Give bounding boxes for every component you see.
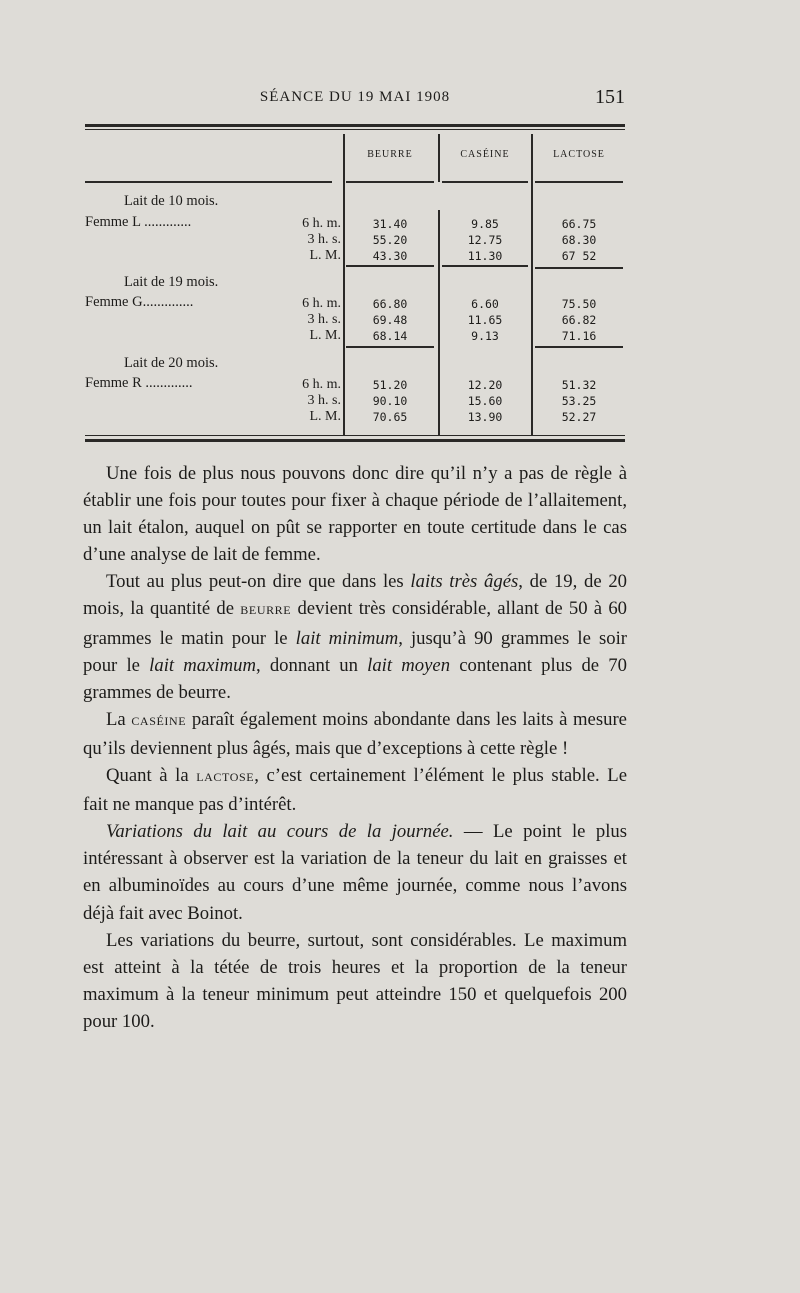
- running-head: [85, 86, 625, 116]
- row-time: 6 h. m.: [302, 377, 341, 392]
- stub-header-rule: [85, 181, 332, 183]
- column-header-lactose: LACTOSE: [553, 149, 605, 160]
- subject-label: Femme G..............: [85, 294, 194, 310]
- column-header-beurre: BEURRE: [367, 149, 413, 160]
- value-cell: 43.30: [372, 249, 408, 263]
- value-cell: 51.32: [561, 378, 597, 392]
- value-cell: 12.75: [467, 233, 503, 247]
- group-title: Lait de 10 mois.: [124, 193, 219, 209]
- value-cell: 15.60: [467, 394, 503, 408]
- paragraph: Variations du lait au cours de la journée. — Le point le plus intéressant à observer est la variation de la teneur du lait en graisses et en albuminoïdes au cours d’une même journée, comme nous l’avons déjà fait avec Boinot.: [83, 821, 627, 924]
- group-rule: [346, 346, 434, 348]
- value-cell: 75.50: [561, 297, 597, 311]
- value-cell: 68.14: [372, 329, 408, 343]
- value-cell: 71.16: [561, 329, 597, 343]
- group-rule: [346, 265, 434, 267]
- subject-label: Femme L .............: [85, 214, 192, 230]
- row-time: L. M.: [309, 409, 341, 424]
- paragraph: La CASÉINE paraît également moins abondante dans les laits à mesure qu’ils deviennent plus âgés, mais que d’exceptions à cette règle !: [83, 708, 627, 759]
- running-title: SÉANCE DU 19 MAI 1908: [259, 89, 451, 105]
- value-cell: 51.20: [372, 378, 408, 392]
- value-cell: 90.10: [372, 394, 408, 408]
- column-header-rule: [346, 181, 434, 183]
- group-title: Lait de 20 mois.: [124, 355, 219, 371]
- table-top-rule: [85, 124, 625, 127]
- body-text: [83, 460, 627, 1035]
- value-cell: 68.30: [561, 233, 597, 247]
- value-cell: 11.65: [467, 313, 503, 327]
- row-time: 3 h. s.: [307, 393, 341, 408]
- row-time: 6 h. m.: [302, 296, 341, 311]
- column-separator: [438, 134, 440, 182]
- group-rule: [442, 265, 528, 267]
- group-title: Lait de 19 mois.: [124, 274, 219, 290]
- row-time: L. M.: [309, 328, 341, 343]
- value-cell: 69.48: [372, 313, 408, 327]
- value-cell: 53.25: [561, 394, 597, 408]
- value-cell: 13.90: [467, 410, 503, 424]
- table-bottom-rule-thin: [85, 435, 625, 436]
- value-cell: 66.80: [372, 297, 408, 311]
- column-separator: [438, 210, 440, 436]
- paragraph: Les variations du beurre, surtout, sont considérables. Le maximum est atteint à la tétée de trois heures et la proportion de la teneur maximum à la teneur minimum peut atteindre 150 et quelquefois 200 pour 100.: [83, 929, 627, 1032]
- row-time: 3 h. s.: [307, 312, 341, 327]
- paragraph: Quant à la LACTOSE, c’est certainement l’élément le plus stable. Le fait ne manque pas d’intérêt.: [83, 765, 627, 816]
- column-header-caseine: CASÉINE: [460, 149, 510, 160]
- value-cell: 66.82: [561, 313, 597, 327]
- value-cell: 55.20: [372, 233, 408, 247]
- group-rule: [535, 267, 623, 269]
- value-cell: 66.75: [561, 217, 597, 231]
- value-cell: 67 52: [561, 249, 597, 263]
- value-cell: 9.13: [471, 329, 499, 343]
- value-cell: 6.60: [471, 297, 499, 311]
- paragraph: Tout au plus peut-on dire que dans les laits très âgés, de 19, de 20 mois, la quantité de BEURRE devient très considérable, allant de 50 à 60 grammes le matin pour le lait minimum, jusqu’à 90 grammes le soir pour le lait maximum, donnant un lait moyen contenant plus de 70 grammes de beurre.: [83, 571, 628, 703]
- column-separator: [531, 134, 533, 436]
- paragraph: Une fois de plus nous pouvons donc dire qu’il n’y a pas de règle à établir une fois pour toutes pour fixer à chaque période de l’allaitement, un lait étalon, auquel on pût se rapporter en toute certitude dans le cas d’une analyse de lait de femme.: [83, 463, 627, 566]
- table-top-rule-thin: [85, 129, 625, 130]
- value-cell: 12.20: [467, 378, 503, 392]
- group-rule: [535, 346, 623, 348]
- subject-label: Femme R .............: [85, 375, 193, 391]
- value-cell: 9.85: [471, 217, 499, 231]
- value-cell: 31.40: [372, 217, 408, 231]
- value-cell: 70.65: [372, 410, 408, 424]
- row-time: L. M.: [309, 248, 341, 263]
- column-header-rule: [442, 181, 528, 183]
- column-separator: [343, 134, 345, 436]
- row-time: 6 h. m.: [302, 216, 341, 231]
- table-bottom-rule: [85, 439, 625, 442]
- row-time: 3 h. s.: [307, 232, 341, 247]
- value-cell: 52.27: [561, 410, 597, 424]
- value-cell: 11.30: [467, 249, 503, 263]
- column-header-rule: [535, 181, 623, 183]
- page-number: 151: [595, 86, 625, 108]
